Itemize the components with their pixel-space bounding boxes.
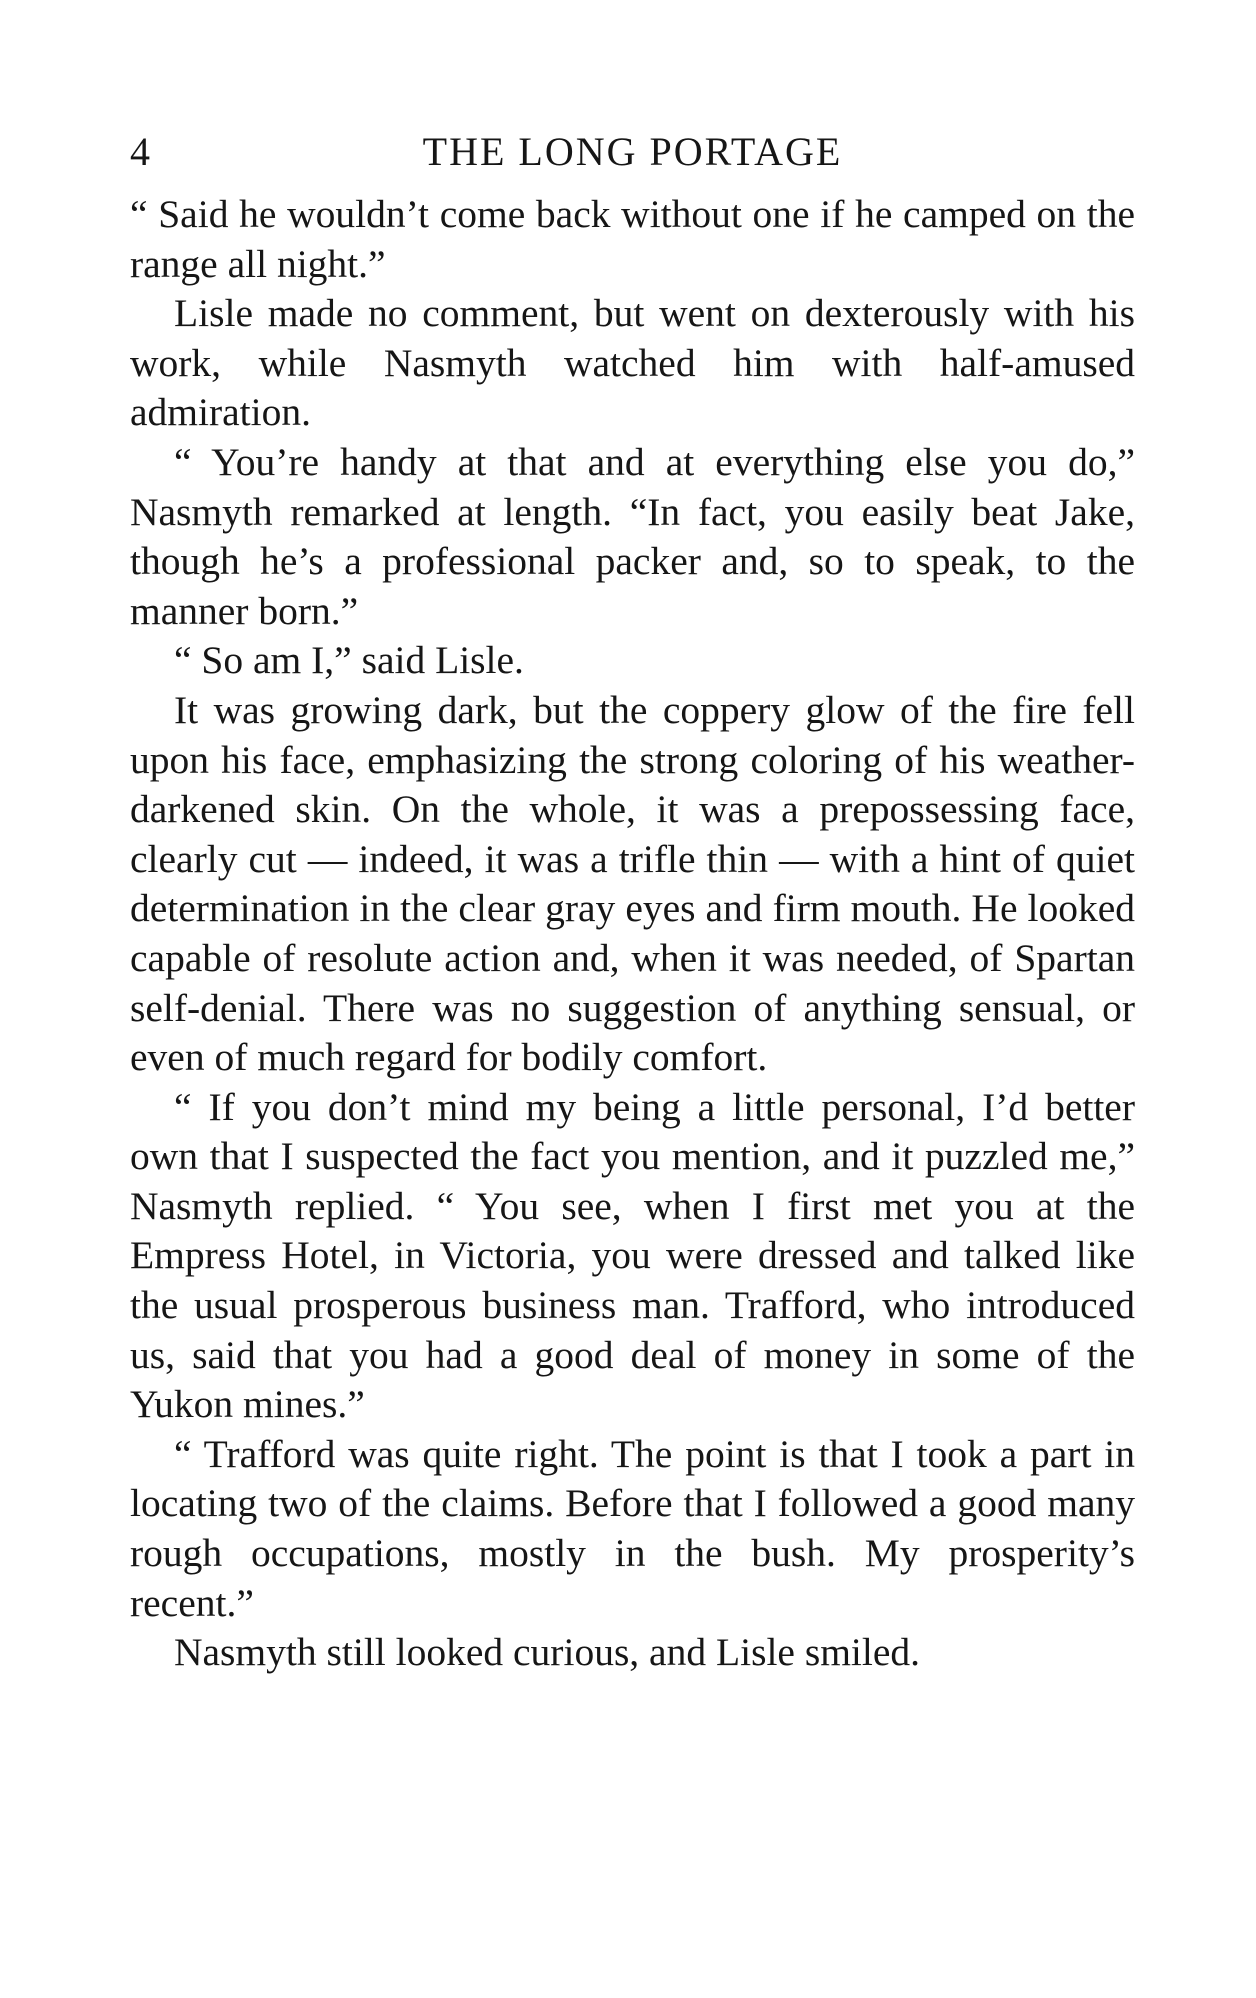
page-header: [130, 128, 1135, 188]
page-number: 4: [130, 129, 151, 174]
paragraph-7: “ Trafford was quite right. The point is that I took a part in locating two of the claims. Before that I followed a good many rough occupations, mostly in the bush. My prosperity’s recent.”: [130, 1431, 1135, 1625]
book-page: [130, 128, 1135, 1678]
running-title: THE LONG PORTAGE: [422, 129, 843, 174]
body-text: [130, 190, 1135, 1678]
paragraph-3: “ You’re handy at that and at everything else you do,” Nasmyth remarked at length. “In fact, you easily beat Jake, though he’s a professional packer and, so to speak, to the manner born.”: [130, 439, 1135, 633]
paragraph-5: It was growing dark, but the coppery glow of the fire fell upon his face, emphasizing the strong coloring of his weather-darkened skin. On the whole, it was a prepossessing face, clearly cut — indeed, it was a trifle thin — with a hint of quiet determination in the clear gray eyes and firm mouth. He looked capable of resolute action and, when it was needed, of Spartan self-denial. There was no suggestion of anything sensual, or even of much regard for bodily comfort.: [130, 687, 1135, 1080]
paragraph-8: Nasmyth still looked curious, and Lisle smiled.: [174, 1630, 921, 1675]
paragraph-4: “ So am I,” said Lisle.: [174, 638, 524, 683]
paragraph-1: “ Said he wouldn’t come back without one if he camped on the range all night.”: [130, 192, 1135, 286]
paragraph-2: Lisle made no comment, but went on dexterously with his work, while Nasmyth watched him with half-amused admiration.: [130, 291, 1135, 435]
paragraph-6: “ If you don’t mind my being a little personal, I’d better own that I suspected the fact you mention, and it puzzled me,” Nasmyth replied. “ You see, when I first met you at the Empress Hotel, in Victoria, you were dressed and talked like the usual prosperous business man. Trafford, who introduced us, said that you had a good deal of money in some of the Yukon mines.”: [130, 1084, 1135, 1427]
